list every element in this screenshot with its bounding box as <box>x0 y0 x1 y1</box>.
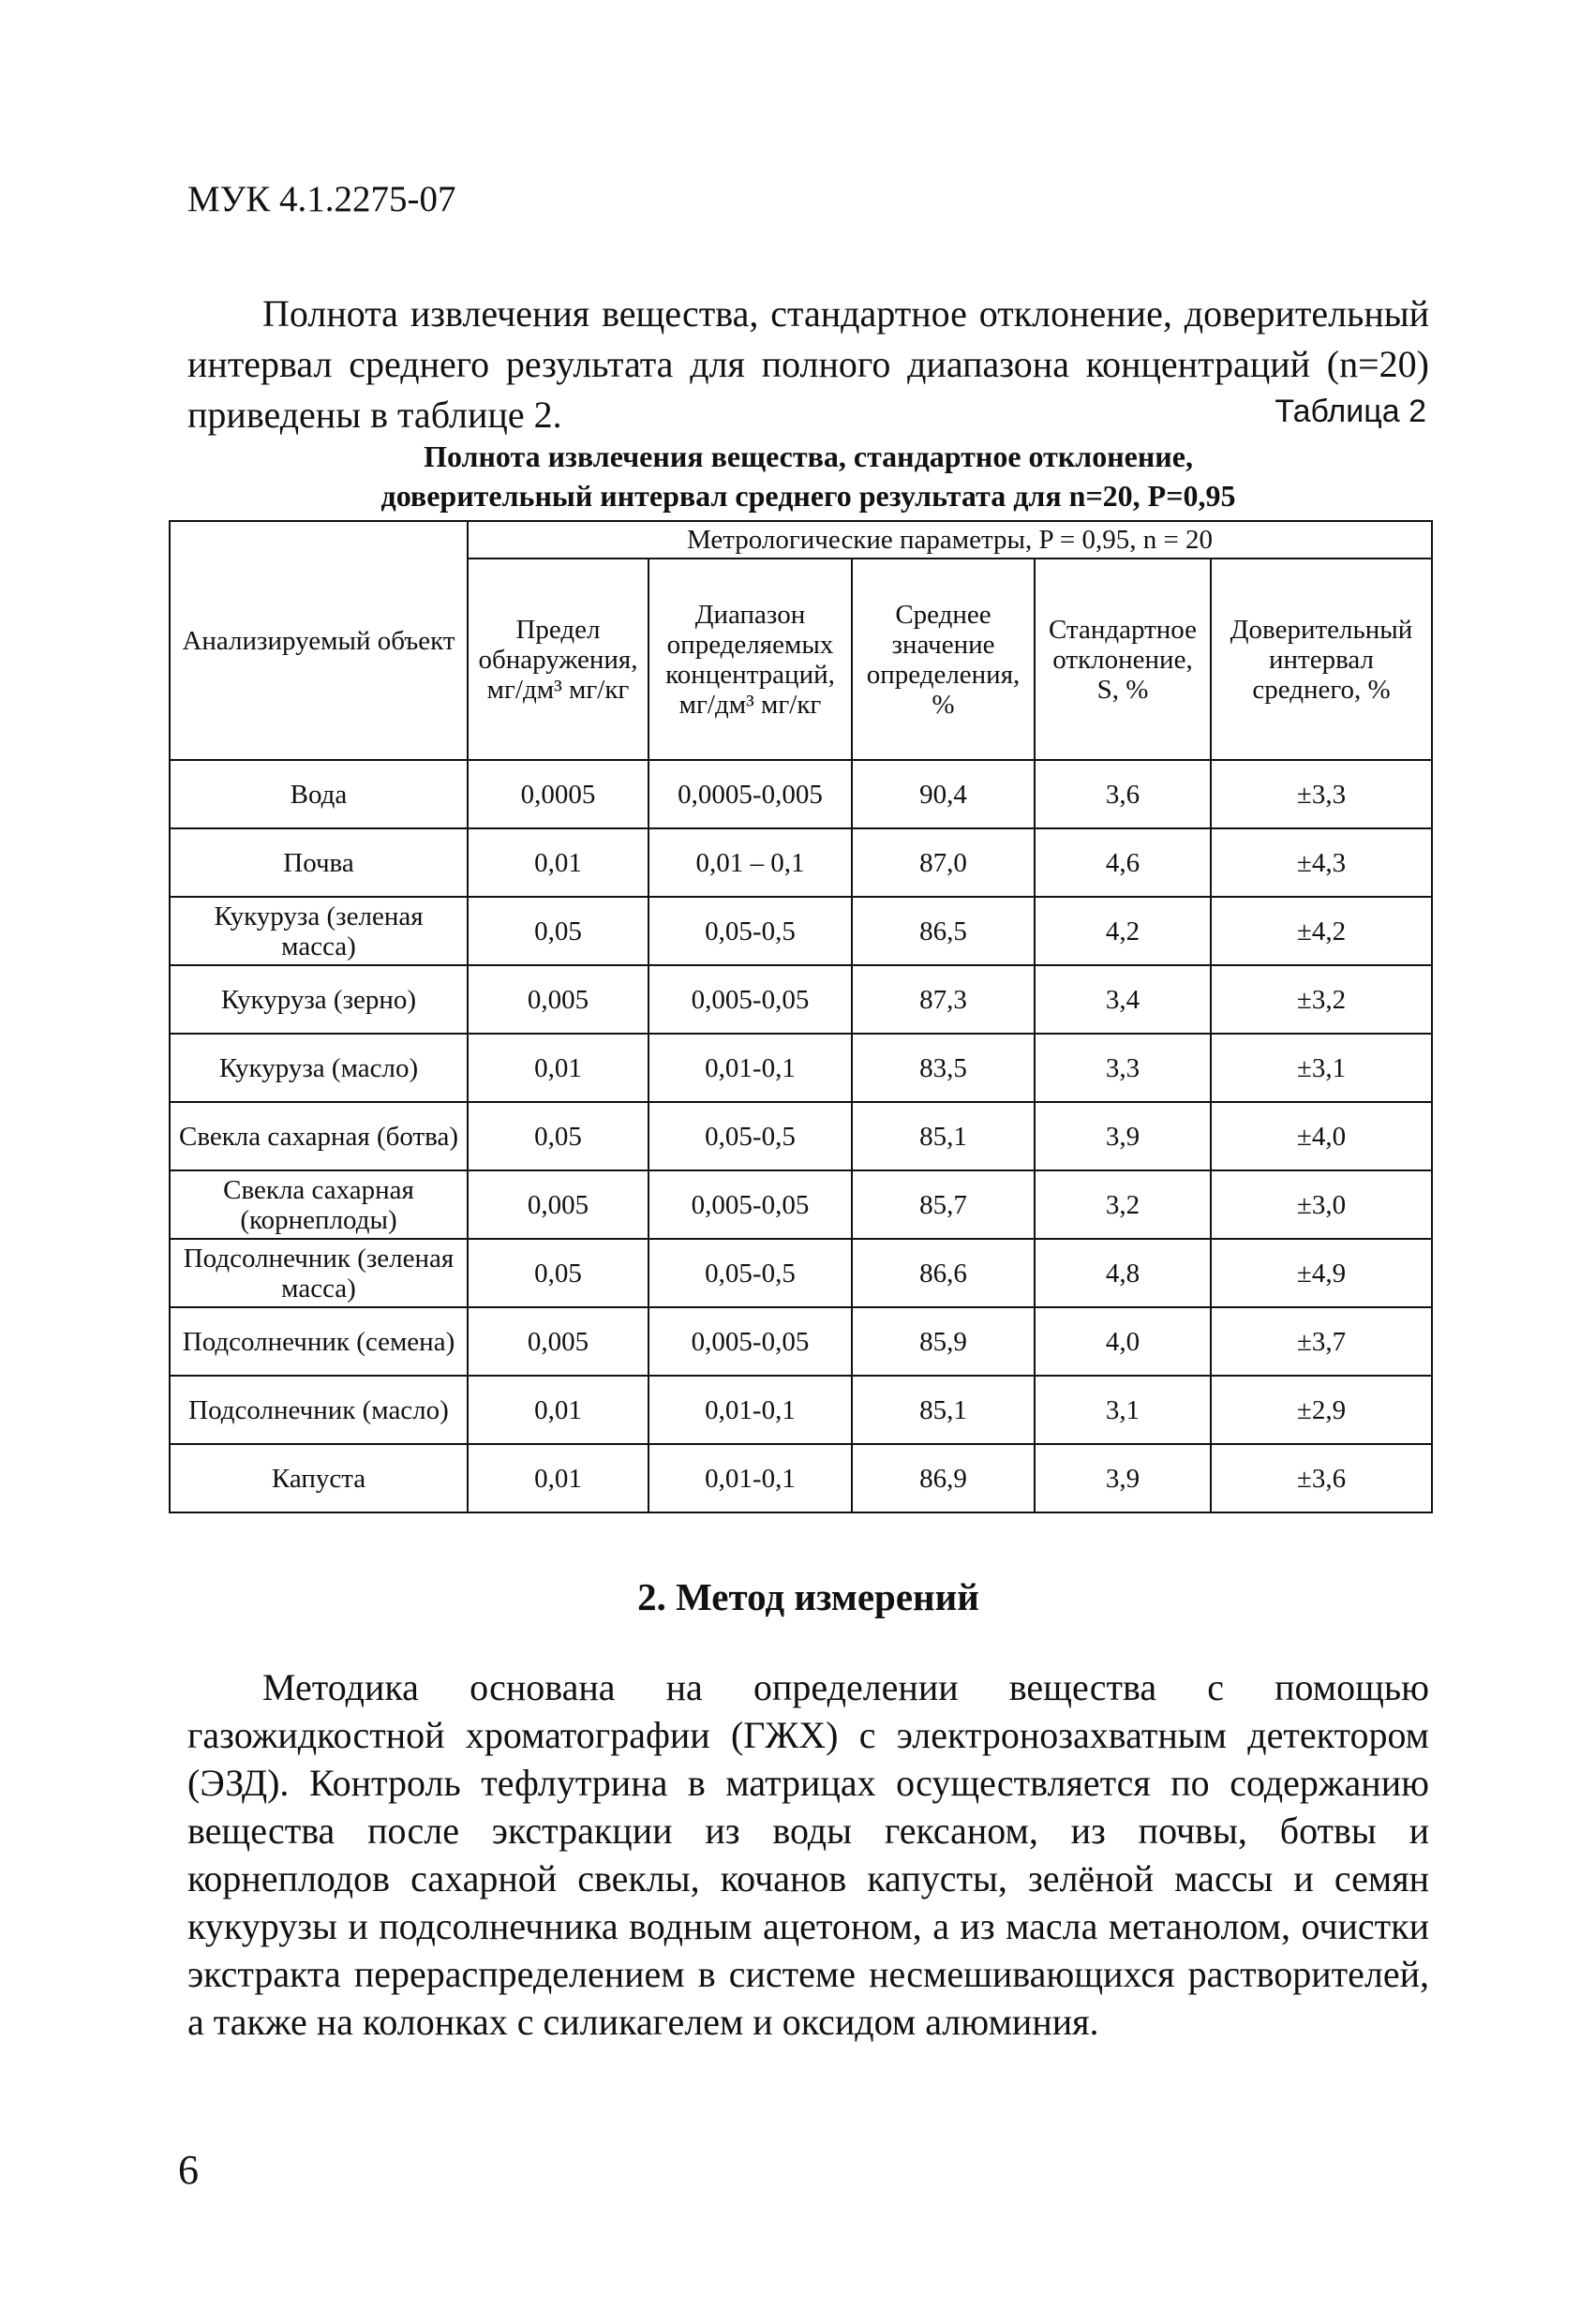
table-row <box>170 1034 1432 1102</box>
header-std: Стандартное отклонение, S, % <box>1035 559 1211 760</box>
cell-ci: ±3,6 <box>1211 1444 1432 1512</box>
cell-ci: ±4,9 <box>1211 1239 1432 1307</box>
table-row <box>170 897 1432 965</box>
cell-std: 4,2 <box>1035 897 1211 965</box>
header-ci: Доверительный интервал среднего, % <box>1211 559 1432 760</box>
cell-limit: 0,05 <box>468 897 648 965</box>
metrology-table <box>169 520 1433 1513</box>
cell-limit: 0,01 <box>468 1376 648 1444</box>
method-text: Методика основана на определении вещества с помощью газожидкостной хроматографии (ГЖХ) с электронозахватным детектором (ЭЗД). Контроль тефлутрина в матрицах осуществляется по содержанию вещества после экстракции из воды гексаном, из почвы, ботвы и корнеплодов сахарной свеклы, кочанов капусты, зелёной массы и семян кукурузы и подсолнечника водным ацетоном, а из масла метанолом, очистки экстракта перераспределением в системе несмешивающихся растворителей, а также на колонках с силикагелем и оксидом алюминия. <box>187 1666 1429 2043</box>
cell-range: 0,005-0,05 <box>648 965 852 1034</box>
cell-ci: ±3,3 <box>1211 760 1432 828</box>
cell-limit: 0,01 <box>468 1444 648 1512</box>
cell-object: Подсолнечник (масло) <box>170 1376 468 1444</box>
cell-object: Свекла сахарная (корнеплоды) <box>170 1170 468 1239</box>
cell-mean: 85,1 <box>852 1376 1035 1444</box>
cell-limit: 0,005 <box>468 1170 648 1239</box>
cell-ci: ±3,2 <box>1211 965 1432 1034</box>
header-range: Диапазон определяемых концентраций, мг/дм³ мг/кг <box>648 559 852 760</box>
cell-std: 4,0 <box>1035 1307 1211 1376</box>
cell-mean: 85,1 <box>852 1102 1035 1170</box>
cell-std: 3,2 <box>1035 1170 1211 1239</box>
cell-range: 0,005-0,05 <box>648 1170 852 1239</box>
header-object: Анализируемый объект <box>170 521 468 760</box>
cell-object: Кукуруза (масло) <box>170 1034 468 1102</box>
cell-range: 0,01 – 0,1 <box>648 828 852 897</box>
cell-range: 0,01-0,1 <box>648 1376 852 1444</box>
cell-std: 3,1 <box>1035 1376 1211 1444</box>
header-mean: Среднее значение определения, % <box>852 559 1035 760</box>
table-row <box>170 828 1432 897</box>
cell-ci: ±3,7 <box>1211 1307 1432 1376</box>
cell-std: 4,8 <box>1035 1239 1211 1307</box>
table-row <box>170 1102 1432 1170</box>
cell-std: 3,9 <box>1035 1102 1211 1170</box>
table-caption-line-2: доверительный интервал среднего результата для n=20, P=0,95 <box>380 479 1236 513</box>
cell-std: 3,6 <box>1035 760 1211 828</box>
cell-ci: ±3,0 <box>1211 1170 1432 1239</box>
cell-ci: ±3,1 <box>1211 1034 1432 1102</box>
table-row <box>170 1307 1432 1376</box>
cell-object: Капуста <box>170 1444 468 1512</box>
cell-mean: 86,6 <box>852 1239 1035 1307</box>
intro-paragraph <box>187 289 1429 440</box>
cell-mean: 86,9 <box>852 1444 1035 1512</box>
table-row <box>170 1376 1432 1444</box>
cell-limit: 0,05 <box>468 1102 648 1170</box>
table-caption <box>187 437 1429 515</box>
table-row <box>170 1239 1432 1307</box>
cell-limit: 0,01 <box>468 828 648 897</box>
cell-limit: 0,0005 <box>468 760 648 828</box>
cell-limit: 0,005 <box>468 1307 648 1376</box>
table-caption-line-1: Полнота извлечения вещества, стандартное отклонение, <box>424 439 1193 473</box>
cell-range: 0,05-0,5 <box>648 1239 852 1307</box>
table-label: Таблица 2 <box>1275 394 1426 429</box>
cell-ci: ±2,9 <box>1211 1376 1432 1444</box>
cell-mean: 85,9 <box>852 1307 1035 1376</box>
cell-object: Кукуруза (зерно) <box>170 965 468 1034</box>
cell-std: 3,3 <box>1035 1034 1211 1102</box>
cell-limit: 0,005 <box>468 965 648 1034</box>
table-row <box>170 1170 1432 1239</box>
cell-object: Кукуруза (зеленая масса) <box>170 897 468 965</box>
header-group: Метрологические параметры, P = 0,95, n = 20 <box>468 521 1432 559</box>
table-row <box>170 965 1432 1034</box>
cell-object: Подсолнечник (зеленая масса) <box>170 1239 468 1307</box>
cell-limit: 0,05 <box>468 1239 648 1307</box>
cell-object: Вода <box>170 760 468 828</box>
cell-object: Подсолнечник (семена) <box>170 1307 468 1376</box>
cell-mean: 87,3 <box>852 965 1035 1034</box>
cell-ci: ±4,3 <box>1211 828 1432 897</box>
intro-text: Полнота извлечения вещества, стандартное отклонение, доверительный интервал среднего результата для полного диапазона концентраций (n=20) приведены в таблице 2. <box>187 292 1429 436</box>
cell-ci: ±4,2 <box>1211 897 1432 965</box>
cell-range: 0,0005-0,005 <box>648 760 852 828</box>
cell-std: 3,4 <box>1035 965 1211 1034</box>
cell-ci: ±4,0 <box>1211 1102 1432 1170</box>
cell-object: Свекла сахарная (ботва) <box>170 1102 468 1170</box>
section-title: 2. Метод измерений <box>637 1575 979 1618</box>
document-code: МУК 4.1.2275-07 <box>187 179 456 219</box>
cell-range: 0,01-0,1 <box>648 1444 852 1512</box>
cell-std: 4,6 <box>1035 828 1211 897</box>
cell-std: 3,9 <box>1035 1444 1211 1512</box>
cell-mean: 83,5 <box>852 1034 1035 1102</box>
header-detection-limit: Предел обнаружения, мг/дм³ мг/кг <box>468 559 648 760</box>
cell-range: 0,05-0,5 <box>648 1102 852 1170</box>
cell-mean: 87,0 <box>852 828 1035 897</box>
cell-mean: 85,7 <box>852 1170 1035 1239</box>
table-row <box>170 760 1432 828</box>
method-paragraph <box>187 1663 1429 2046</box>
cell-range: 0,01-0,1 <box>648 1034 852 1102</box>
table-row <box>170 1444 1432 1512</box>
page-number: 6 <box>178 2147 199 2193</box>
cell-mean: 86,5 <box>852 897 1035 965</box>
cell-object: Почва <box>170 828 468 897</box>
cell-mean: 90,4 <box>852 760 1035 828</box>
cell-range: 0,05-0,5 <box>648 897 852 965</box>
cell-range: 0,005-0,05 <box>648 1307 852 1376</box>
cell-limit: 0,01 <box>468 1034 648 1102</box>
